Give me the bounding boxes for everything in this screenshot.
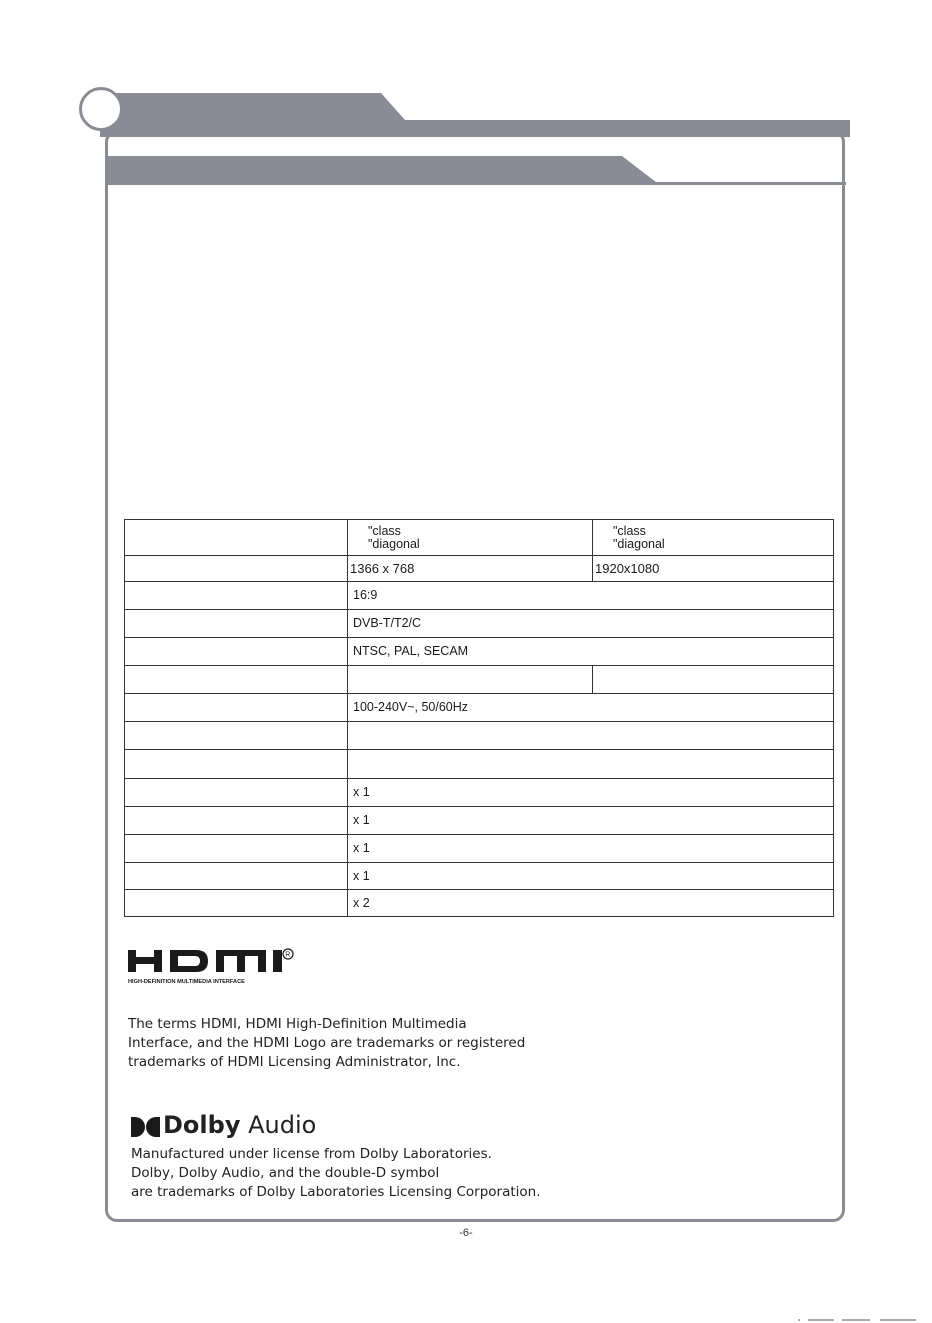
port-count: x 1 <box>348 863 834 890</box>
spec-label <box>125 750 348 779</box>
section-number-badge <box>79 87 123 131</box>
dolby-brand: Dolby <box>163 1111 241 1139</box>
table-row <box>125 807 834 835</box>
spec-label <box>125 556 348 582</box>
table-row <box>125 722 834 750</box>
port-count: x 1 <box>348 807 834 835</box>
spec-label <box>125 638 348 666</box>
crop-marks <box>790 1317 920 1323</box>
table-row <box>125 556 834 582</box>
notice-line: Manufactured under license from Dolby Laboratories. <box>131 1146 492 1162</box>
spec-value <box>348 722 834 750</box>
tuner-system-value: DVB-T/T2/C <box>348 610 834 638</box>
color-system-value: NTSC, PAL, SECAM <box>348 638 834 666</box>
table-row <box>125 779 834 807</box>
spec-value-model-a <box>348 520 593 556</box>
table-row <box>125 666 834 694</box>
dolby-audio-wordmark <box>163 1111 316 1139</box>
page-number: -6- <box>459 1227 473 1239</box>
table-row <box>125 835 834 863</box>
table-row <box>125 638 834 666</box>
spec-value-model-b <box>593 666 834 694</box>
port-count: x 1 <box>348 835 834 863</box>
screen-diagonal: "diagonal <box>613 536 665 551</box>
spec-label <box>125 520 348 556</box>
screen-diagonal: "diagonal <box>368 536 420 551</box>
svg-text:HIGH-DEFINITION MULTIMEDIA INT: HIGH-DEFINITION MULTIMEDIA INTERFACE <box>128 979 245 985</box>
notice-line: Dolby, Dolby Audio, and the double-D symbol <box>131 1165 440 1181</box>
table-row <box>125 520 834 556</box>
table-row <box>125 863 834 890</box>
svg-text:R: R <box>285 951 291 959</box>
spec-label <box>125 835 348 863</box>
spec-label <box>125 890 348 917</box>
table-row <box>125 890 834 917</box>
spec-label <box>125 582 348 610</box>
spec-label <box>125 779 348 807</box>
notice-line: The terms HDMI, HDMI High-Definition Multimedia <box>128 1016 467 1032</box>
notice-line: trademarks of HDMI Licensing Administrator, Inc. <box>128 1054 461 1070</box>
table-row <box>125 694 834 722</box>
dolby-audio-label: Audio <box>248 1111 317 1139</box>
spec-label <box>125 807 348 835</box>
specifications-table <box>124 519 834 917</box>
spec-value-model-b <box>593 520 834 556</box>
aspect-ratio-value: 16:9 <box>348 582 834 610</box>
table-row <box>125 582 834 610</box>
spec-label <box>125 694 348 722</box>
spec-value-model-a <box>348 666 593 694</box>
table-row <box>125 750 834 779</box>
spec-label <box>125 610 348 638</box>
dolby-double-d-icon <box>131 1113 161 1141</box>
hdmi-logo <box>128 945 298 987</box>
power-supply-value: 100-240V~, 50/60Hz <box>348 694 834 722</box>
notice-line: are trademarks of Dolby Laboratories Licensing Corporation. <box>131 1184 541 1200</box>
screen-class: "class <box>613 523 646 538</box>
spec-label <box>125 722 348 750</box>
resolution-model-b: 1920x1080 <box>593 556 834 582</box>
resolution-model-a: 1366 x 768 <box>348 556 593 582</box>
spec-value <box>348 750 834 779</box>
dolby-trademark-notice <box>131 1145 541 1202</box>
port-count: x 2 <box>348 890 834 917</box>
table-row <box>125 610 834 638</box>
hdmi-trademark-notice <box>128 1015 525 1072</box>
spec-label <box>125 666 348 694</box>
screen-class: "class <box>368 523 401 538</box>
spec-label <box>125 863 348 890</box>
notice-line: Interface, and the HDMI Logo are trademarks or registered <box>128 1035 526 1051</box>
port-count: x 1 <box>348 779 834 807</box>
